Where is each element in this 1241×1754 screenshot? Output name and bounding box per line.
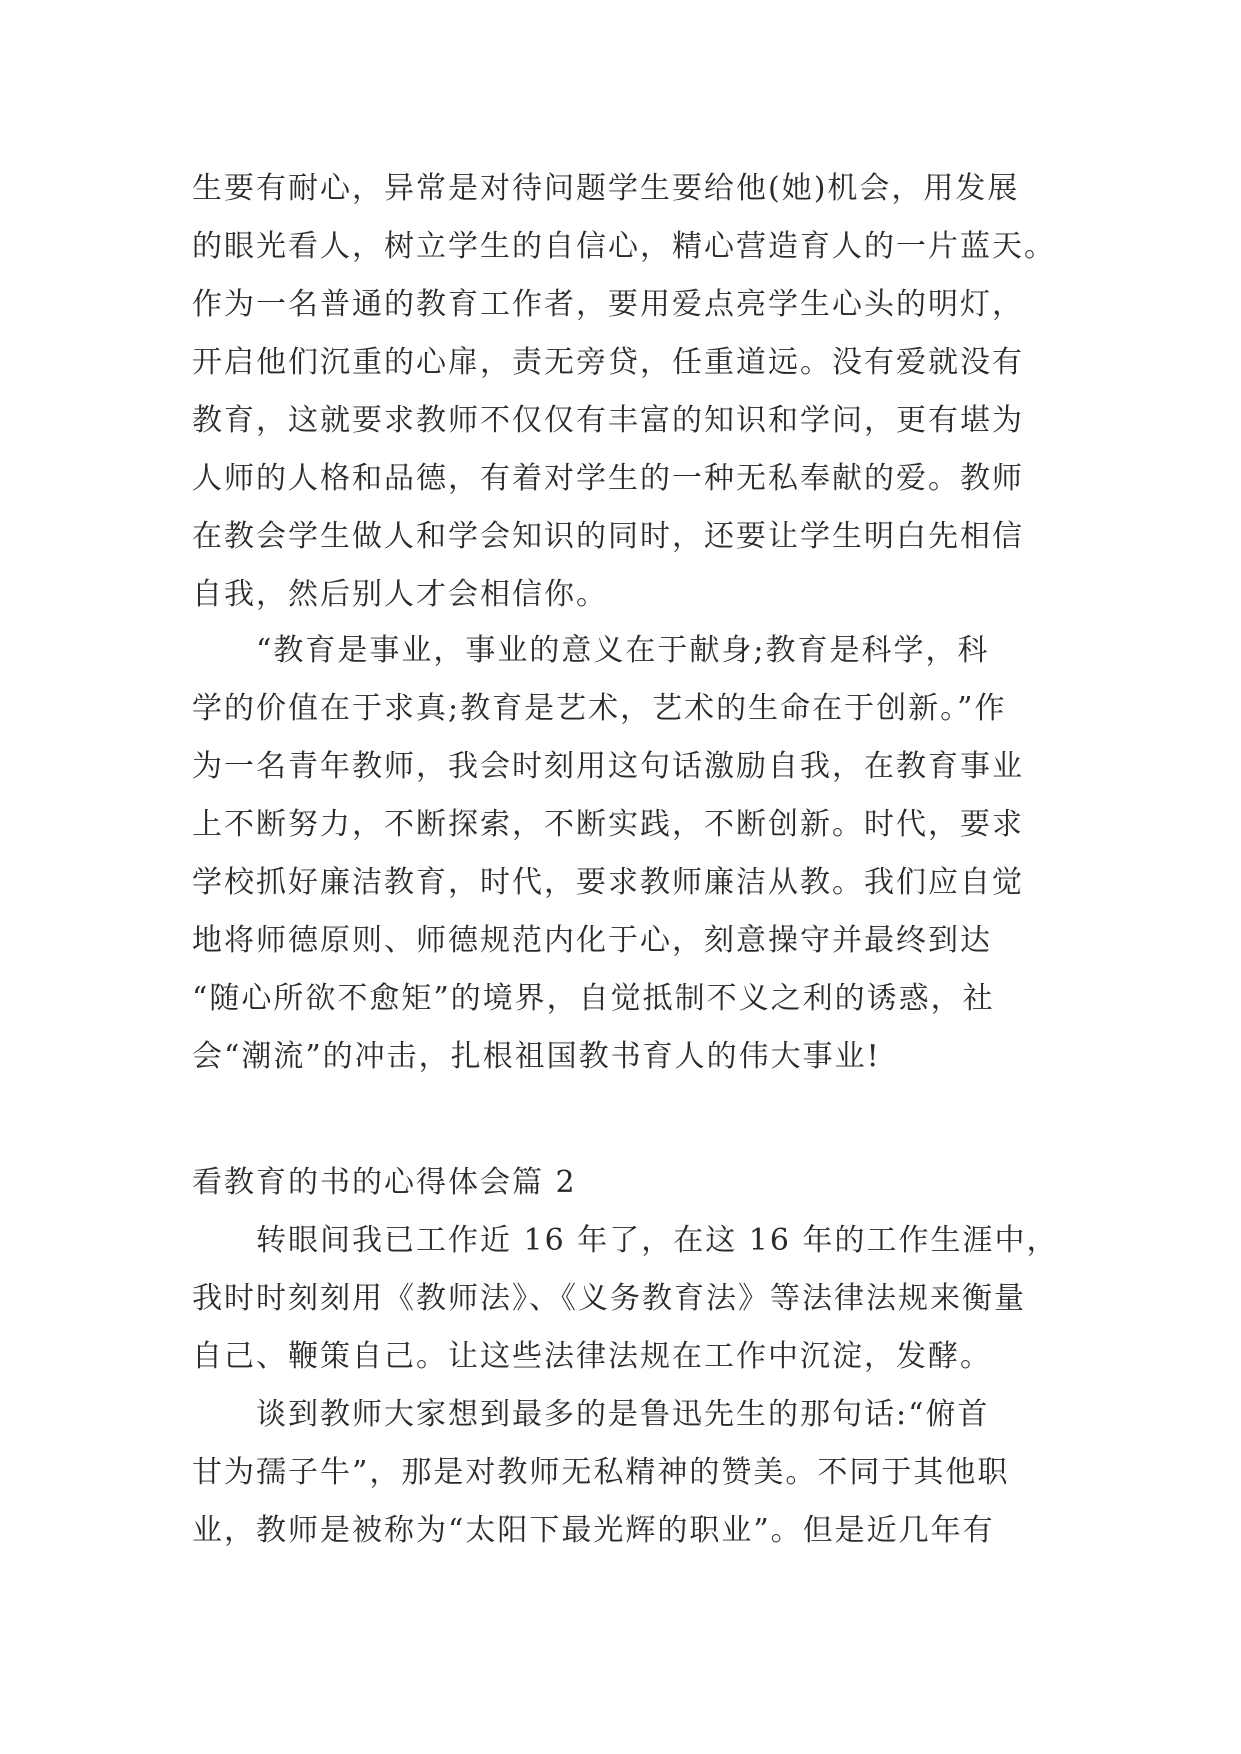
section-heading-text: 看教育的书的心得体会篇 2 [192, 1165, 577, 1200]
text-line: 人师的人格和品德，有着对学生的一种无私奉献的爱。教师 [192, 461, 1024, 496]
text-line: 甘为孺子牛”，那是对教师无私精神的赞美。不同于其他职 [192, 1455, 1010, 1490]
text-line: 学的价值在于求真;教育是艺术，艺术的生命在于创新。”作 [192, 691, 1007, 726]
text-line: 为一名青年教师，我会时刻用这句话激励自我，在教育事业 [192, 749, 1024, 784]
text-line: “随心所欲不愈矩”的境界，自觉抵制不义之利的诱惑，社 [192, 981, 995, 1016]
text-line: 开启他们沉重的心扉，责无旁贷，任重道远。没有爱就没有 [192, 345, 1024, 380]
paragraph-4 [192, 1386, 1072, 1560]
text-line: 学校抓好廉洁教育，时代，要求教师廉洁从教。我们应自觉 [192, 865, 1024, 900]
text-line: 教育，这就要求教师不仅仅有丰富的知识和学问，更有堪为 [192, 403, 1024, 438]
section-heading [192, 1154, 577, 1212]
text-line: 业，教师是被称为“太阳下最光辉的职业”。但是近几年有 [192, 1513, 995, 1548]
paragraph-3 [192, 1212, 1072, 1386]
text-line: 转眼间我已工作近 16 年了，在这 16 年的工作生涯中， [256, 1223, 1059, 1258]
paragraph-2 [192, 622, 1072, 1086]
text-line: 自己、鞭策自己。让这些法律法规在工作中沉淀，发酵。 [192, 1339, 992, 1374]
text-line: 作为一名普通的教育工作者，要用爱点亮学生心头的明灯， [192, 287, 1024, 322]
text-line: 会“潮流”的冲击，扎根祖国教书育人的伟大事业! [192, 1039, 881, 1074]
text-line: 在教会学生做人和学会知识的同时，还要让学生明白先相信 [192, 519, 1024, 554]
text-line: 地将师德原则、师德规范内化于心，刻意操守并最终到达 [192, 923, 992, 958]
paragraph-1 [192, 160, 1072, 624]
text-line: 的眼光看人，树立学生的自信心，精心营造育人的一片蓝天。 [192, 229, 1056, 264]
text-line: 生要有耐心，异常是对待问题学生要给他(她)机会，用发展 [192, 171, 1020, 206]
text-line: 谈到教师大家想到最多的是鲁迅先生的那句话:“俯首 [256, 1397, 990, 1432]
text-line: 我时时刻刻用《教师法》、《义务教育法》等法律法规来衡量 [192, 1281, 1026, 1316]
text-line: 上不断努力，不断探索，不断实践，不断创新。时代，要求 [192, 807, 1024, 842]
text-line: “教育是事业，事业的意义在于献身;教育是科学，科 [256, 633, 990, 668]
text-line: 自我，然后别人才会相信你。 [192, 577, 608, 612]
